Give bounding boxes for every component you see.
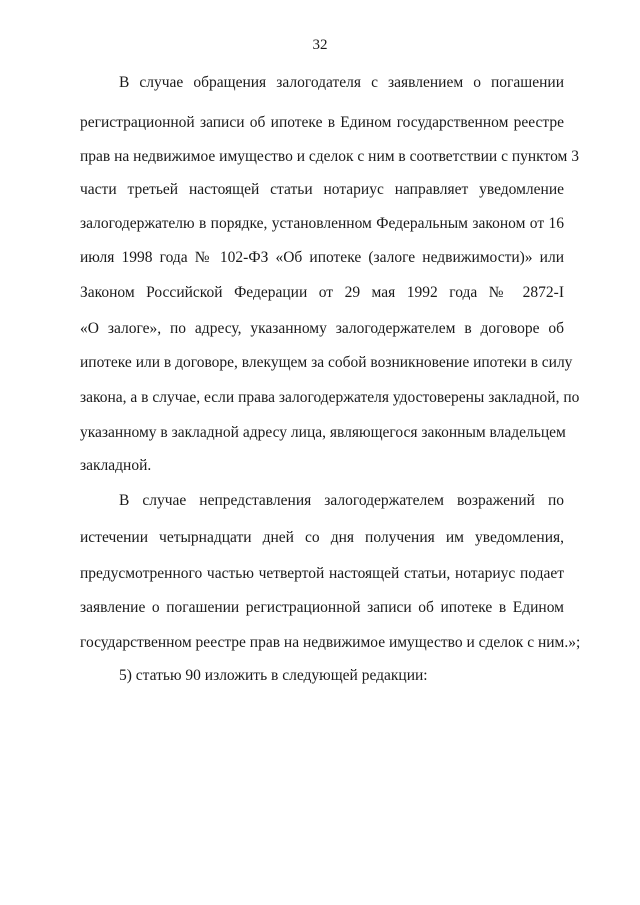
text-line: 5) статью 90 изложить в следующей редакции: [119,667,428,684]
text-line: регистрационной записи об ипотеке в Едином государственном реестре [80,114,564,131]
text-line: истечении четырнадцати дней со дня получения им уведомления, [80,529,564,546]
text-line: В случае обращения залогодателя с заявлением о погашении [119,74,564,91]
text-line: заявление о погашении регистрационной записи об ипотеке в Едином [80,599,564,616]
text-line: государственном реестре прав на недвижимое имущество и сделок с ним.»; [80,634,581,651]
text-line: части третьей настоящей статьи нотариус направляет уведомление [80,181,564,198]
text-line: указанному в закладной адресу лица, являющегося законным владельцем [80,424,566,441]
text-line: ипотеке или в договоре, влекущем за собой возникновение ипотеки в силу [80,354,573,371]
text-line: закладной. [80,457,152,474]
text-line: закона, а в случае, если права залогодержателя удостоверены закладной, по [80,389,580,406]
text-line: залогодержателю в порядке, установленном Федеральным законом от 16 [80,215,564,232]
text-line: В случае непредставления залогодержателем возражений по [119,492,564,509]
text-line: июля 1998 года № 102-ФЗ «Об ипотеке (залоге недвижимости)» или [80,249,564,266]
text-line: Законом Российской Федерации от 29 мая 1992 года № 2872-I [80,284,564,301]
page-number: 32 [312,37,328,53]
text-line: прав на недвижимое имущество и сделок с ним в соответствии с пунктом 3 [80,148,579,165]
text-line: «О залоге», по адресу, указанному залогодержателем в договоре об [80,320,564,337]
text-line: предусмотренного частью четвертой настоящей статьи, нотариус подает [80,565,564,582]
